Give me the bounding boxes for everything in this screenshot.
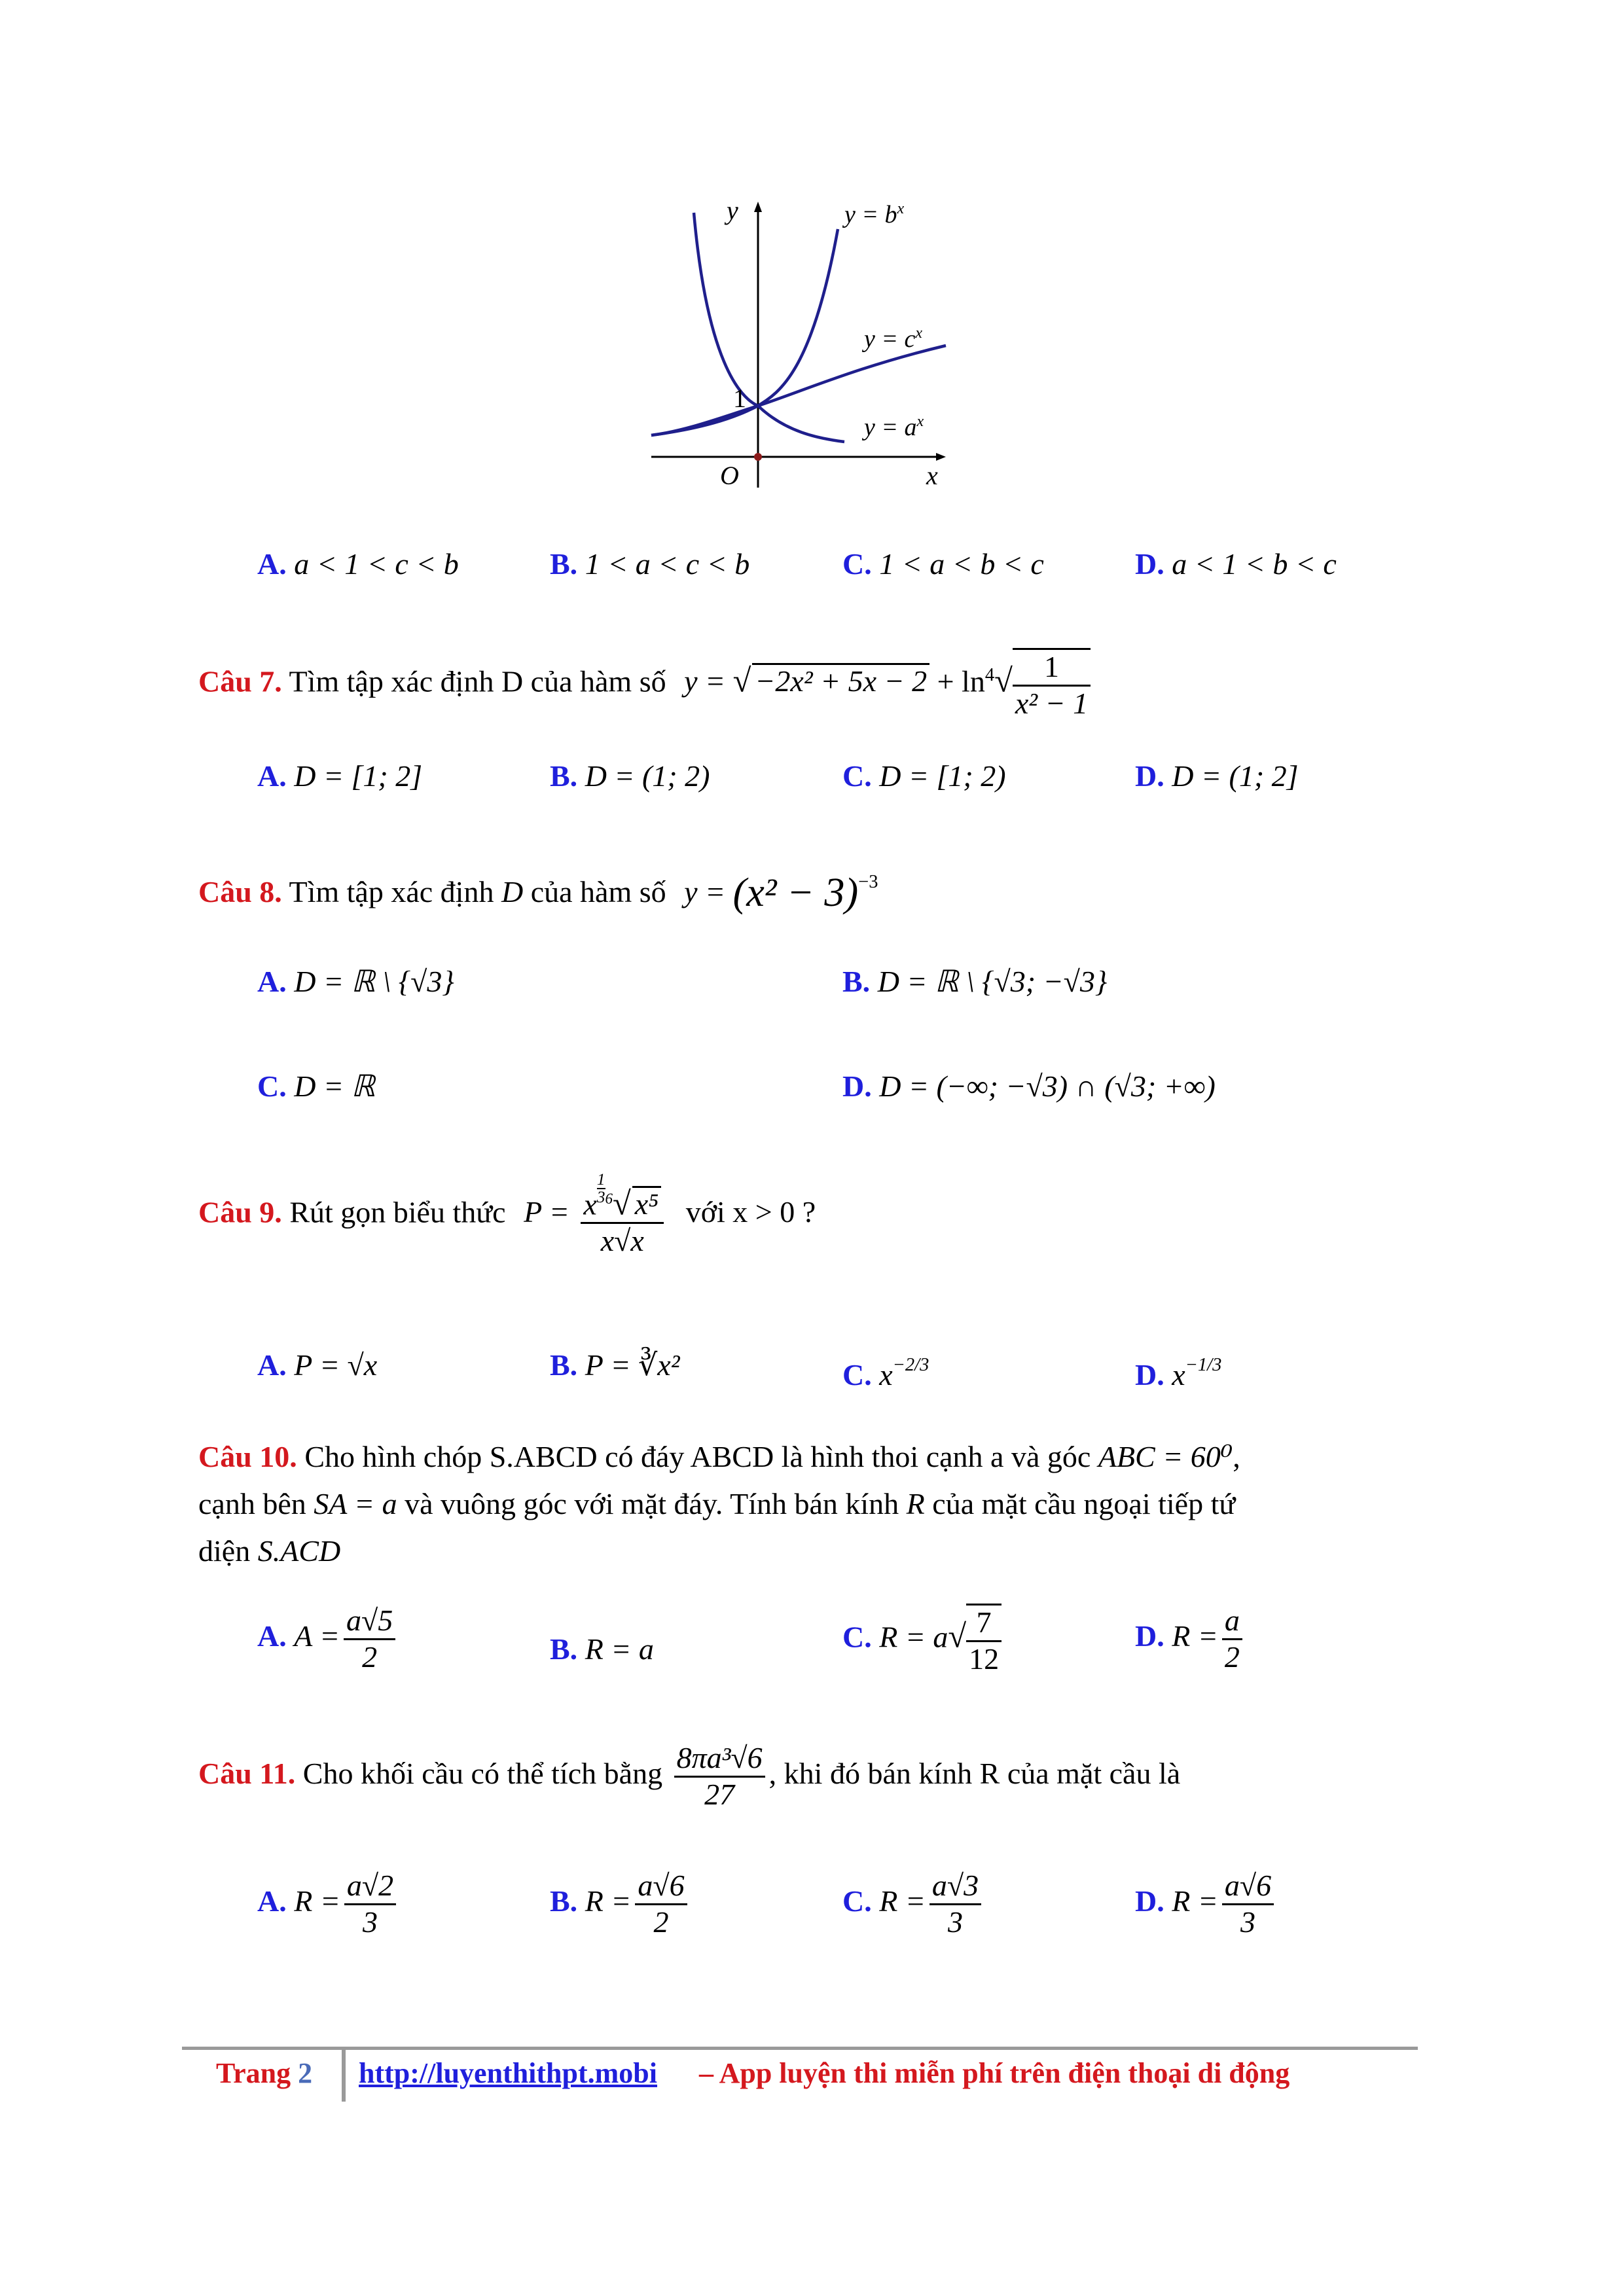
question-number: Câu 10. [198, 1440, 297, 1473]
answer-label: D. [1135, 1884, 1164, 1918]
answer-text: a < 1 < c < b [294, 547, 459, 581]
fraction-num: 1 [1013, 650, 1091, 687]
footer-divider [182, 2047, 1418, 2050]
answer-label: A. [257, 547, 287, 581]
q7-answer-c[interactable] [842, 757, 1006, 796]
question-text: Tìm tập xác định [289, 875, 494, 908]
answer-fraction: $\frac{a√2}{3}$ [344, 1869, 396, 1940]
answer-text: 1 < a < c < b [585, 547, 750, 581]
answer-fraction: $\frac{a√5}{2}$ [344, 1604, 395, 1675]
question-number: Câu 11. [198, 1756, 296, 1790]
q11-answer-d[interactable] [1135, 1869, 1278, 1940]
answer-text: a < 1 < b < c [1172, 547, 1337, 581]
q6-answer-c[interactable] [842, 545, 1044, 584]
answer-text: D = [1; 2] [294, 759, 423, 793]
answer-label: D. [842, 1069, 872, 1103]
answer-base: x [879, 1358, 893, 1391]
answer-label: D. [1135, 759, 1164, 793]
question-text: cạnh bên [198, 1487, 306, 1520]
answer-fraction: $\frac{7}{12}$ [966, 1604, 1001, 1677]
question-number: Câu 8. [198, 875, 282, 908]
angle-formula: ABC = 60⁰ [1098, 1440, 1233, 1473]
tetrahedron-name: S.ACD [257, 1534, 341, 1568]
curve-b [758, 229, 838, 406]
y-axis-arrow [754, 202, 762, 212]
q10-line3 [198, 1532, 340, 1571]
q9-stem [198, 1172, 816, 1259]
answer-base: x [1172, 1358, 1185, 1391]
answer-text: P = √x [294, 1348, 378, 1382]
question-text: Rút gọn biểu thức [289, 1195, 506, 1229]
fraction-den: x√x [600, 1224, 644, 1258]
answer-text: P = ∛x² [585, 1348, 680, 1382]
q8-stem [198, 863, 878, 915]
answer-label: B. [550, 1348, 578, 1382]
q9-answer-a[interactable] [257, 1346, 377, 1385]
x-axis-label: x [926, 461, 938, 490]
q10-answer-c[interactable]: C. R = a√ $\frac{7}{12}$ [842, 1604, 1005, 1677]
q8-answer-d[interactable] [842, 1067, 1216, 1106]
answer-label: A. [257, 1619, 287, 1653]
answer-label: C. [842, 1620, 872, 1654]
sa-formula: SA = a [314, 1487, 397, 1520]
footer-link[interactable]: http://luyenthithpt.mobi [359, 2057, 657, 2089]
answer-text: D = ℝ \ {√3} [294, 965, 454, 998]
q10-line2 [198, 1484, 1235, 1524]
answer-label: D. [1135, 547, 1164, 581]
answer-exp: −1/3 [1185, 1355, 1222, 1375]
q7-answer-a[interactable] [257, 757, 422, 796]
q11-answer-a[interactable] [257, 1869, 400, 1940]
origin-label: O [720, 461, 739, 490]
answer-label: B. [550, 1884, 578, 1918]
answer-lhs: R = [879, 1884, 926, 1918]
root-fraction [1013, 648, 1091, 721]
q11-stem [198, 1741, 1180, 1812]
answer-label: C. [842, 1884, 872, 1918]
sqrt-icon: √ [732, 662, 751, 699]
fraction-den: x² − 1 [1015, 686, 1089, 720]
q10-answer-b[interactable] [550, 1630, 654, 1669]
q9-answer-d[interactable] [1135, 1346, 1221, 1395]
answer-lhs: R = [1172, 1619, 1218, 1653]
plus-ln: + ln [937, 664, 985, 698]
q8-answer-b[interactable] [842, 962, 1107, 1001]
answer-lhs: R = [1172, 1884, 1218, 1918]
radius-symbol: R [906, 1487, 925, 1520]
answer-fraction: $\frac{a√6}{3}$ [1222, 1869, 1274, 1940]
answer-text: D = [1; 2) [879, 759, 1006, 793]
curve-c-label: $y = c^x$ [864, 325, 923, 353]
answer-lhs: R = [294, 1884, 340, 1918]
question-text: và vuông góc với mặt đáy. Tính bán kính [405, 1487, 899, 1520]
answer-label: B. [550, 759, 578, 793]
question-condition: với x > 0 ? [685, 1195, 816, 1229]
formula-lhs: P = [524, 1195, 569, 1229]
q7-stem [198, 648, 1094, 721]
x-axis-arrow [936, 453, 946, 461]
question-number: Câu 9. [198, 1195, 282, 1229]
answer-text: R = a [585, 1632, 654, 1666]
footer-slogan: – App luyện thi miễn phí trên điện thoại di động [699, 2057, 1290, 2089]
q9-answer-c[interactable] [842, 1346, 929, 1395]
question-text: Tìm tập xác định D của hàm số [289, 664, 666, 698]
formula-lhs: y = [684, 664, 726, 698]
answer-exp: −2/3 [892, 1355, 929, 1375]
answer-label: A. [257, 1884, 287, 1918]
curve-a [694, 213, 844, 442]
answer-label: A. [257, 759, 287, 793]
q7-answer-d[interactable] [1135, 757, 1299, 796]
answer-fraction: $\frac{a√6}{2}$ [635, 1869, 687, 1940]
q8-answer-c[interactable] [257, 1067, 375, 1106]
formula-exp: −3 [858, 872, 878, 892]
answer-text: 1 < a < b < c [879, 547, 1044, 581]
answer-fraction: $\frac{a√3}{3}$ [929, 1869, 981, 1940]
root-expr: −2x² + 5x − 2 [752, 663, 929, 698]
answer-lhs: R = a [879, 1620, 948, 1654]
answer-label: B. [842, 965, 871, 998]
formula-fraction [581, 1172, 664, 1259]
answer-lhs: R = [585, 1884, 632, 1918]
root-index: 4 [984, 665, 995, 686]
fraction-num: x $^{\frac{1}{3}}$ $^6$√ x⁵ [581, 1172, 664, 1224]
question-number: Câu 7. [198, 664, 282, 698]
question-text-2: của hàm số [530, 875, 666, 908]
question-text-2: , khi đó bán kính R của mặt cầu là [768, 1756, 1181, 1790]
footer-vertical-bar [342, 2047, 346, 2102]
question-text: Cho hình chóp S.ABCD có đáy ABCD là hình thoi cạnh a và góc [304, 1440, 1091, 1473]
formula-lhs: y = [684, 875, 726, 908]
answer-lhs: A = [294, 1619, 340, 1653]
q8-answer-a[interactable] [257, 962, 454, 1001]
q11-answer-c[interactable] [842, 1869, 985, 1940]
q10-line1: Câu 10. Cho hình chóp S.ABCD có đáy ABCD là hình thoi cạnh a và góc ABC = 60⁰, [198, 1440, 1240, 1473]
answer-label: A. [257, 965, 287, 998]
q6-answer-a[interactable] [257, 545, 459, 584]
answer-text: D = (1; 2] [1172, 759, 1299, 793]
y-axis-label: y [727, 196, 738, 225]
answer-label: C. [842, 1358, 872, 1391]
answer-label: D. [1135, 1358, 1164, 1391]
one-label: 1 [733, 384, 746, 413]
question-text: của mặt cầu ngoại tiếp tứ [932, 1487, 1236, 1520]
q7-answer-b[interactable] [550, 757, 710, 796]
q9-answer-b[interactable] [550, 1346, 680, 1385]
exponential-graph [648, 190, 962, 497]
q10-answer-a[interactable] [257, 1604, 399, 1675]
q6-answer-d[interactable] [1135, 545, 1337, 584]
curve-b-label: $y = b^x$ [844, 200, 905, 228]
answer-label: A. [257, 1348, 287, 1382]
answer-label: C. [842, 759, 872, 793]
origin-point [754, 453, 762, 461]
answer-text: D = ℝ \ {√3; −√3} [877, 965, 1108, 998]
q11-answer-b[interactable] [550, 1869, 691, 1940]
q10-answer-d[interactable] [1135, 1604, 1246, 1675]
answer-label: C. [257, 1069, 287, 1103]
answer-text: D = (−∞; −√3) ∩ (√3; +∞) [879, 1069, 1216, 1103]
answer-fraction: $\frac{a}{2}$ [1222, 1604, 1242, 1675]
answer-text: D = ℝ [294, 1069, 375, 1103]
answer-label: D. [1135, 1619, 1164, 1653]
answer-label: C. [842, 547, 872, 581]
answer-label: B. [550, 547, 578, 581]
curve-a-label: $y = a^x$ [864, 413, 924, 441]
volume-fraction: $\frac{\text{8πa³√6}}{27}$ [674, 1741, 765, 1812]
question-text: Cho khối cầu có thể tích bằng [302, 1756, 663, 1790]
page-number: Trang 2 [216, 2057, 313, 2089]
q6-answer-b[interactable] [550, 545, 749, 584]
question-text: diện [198, 1534, 251, 1568]
answer-text: D = (1; 2) [585, 759, 710, 793]
domain-symbol: D [501, 875, 524, 908]
answer-label: B. [550, 1632, 578, 1666]
formula-base: (x² − 3) [732, 870, 859, 915]
root4-icon: √ [994, 662, 1013, 699]
